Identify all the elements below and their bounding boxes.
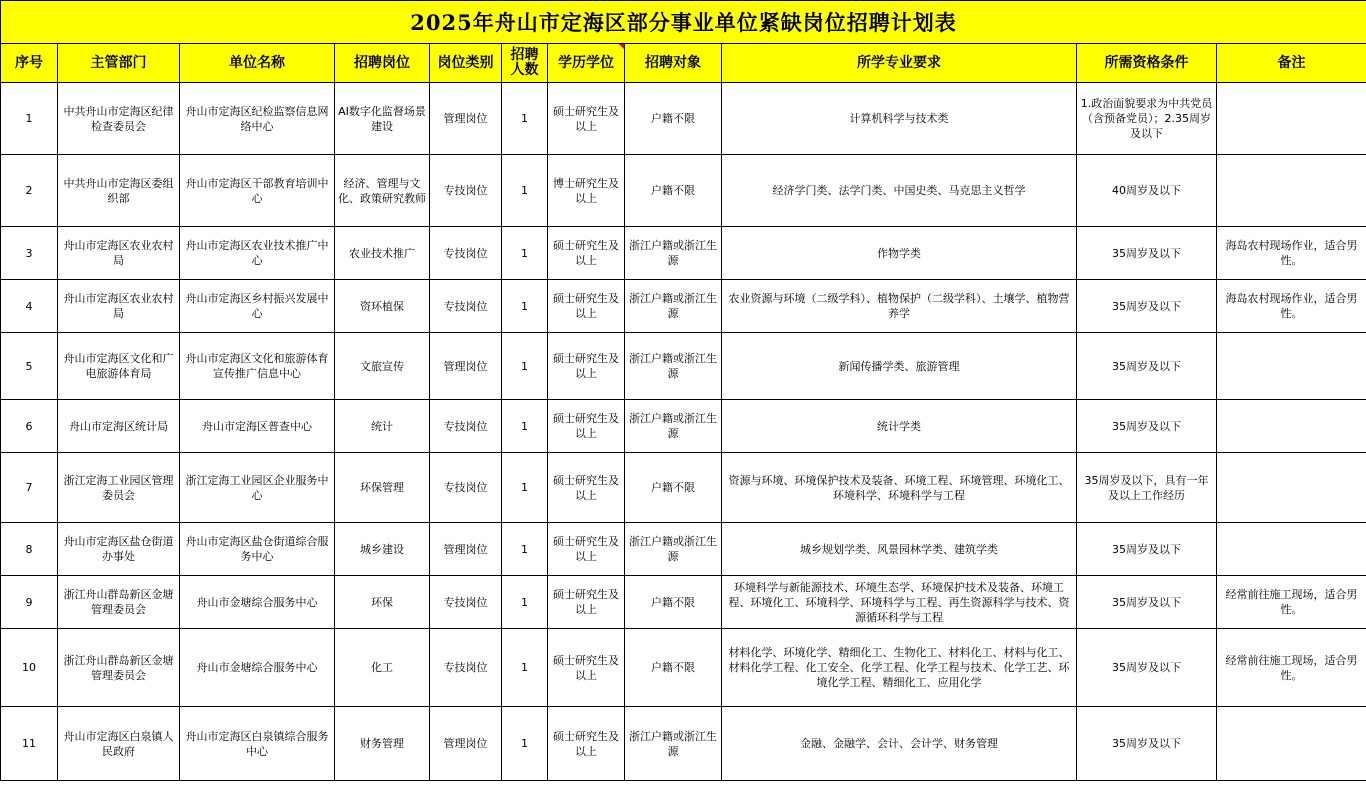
cell-qualification: 35周岁及以下 <box>1077 707 1217 781</box>
cell-qualification: 35周岁及以下 <box>1077 523 1217 576</box>
cell-major: 材料化学、环境化学、精细化工、生物化工、材料化工、材料与化工、材料化学工程、化工安全、化学工程、化学工程与技术、化学工艺、环境化学工程、精细化工、应用化学 <box>722 629 1077 707</box>
table-row <box>1 83 1366 155</box>
cell-dept: 舟山市定海区盐仓街道办事处 <box>58 523 180 576</box>
cell-category: 管理岗位 <box>430 523 502 576</box>
header-category: 岗位类别 <box>430 44 502 83</box>
cell-no: 4 <box>1 280 58 333</box>
table-row <box>1 453 1366 523</box>
cell-education: 硕士研究生及以上 <box>548 629 625 707</box>
cell-category: 专技岗位 <box>430 227 502 280</box>
cell-note <box>1217 83 1366 155</box>
cell-note: 经常前往施工现场，适合男性。 <box>1217 629 1366 707</box>
table-row <box>1 155 1366 227</box>
header-post: 招聘岗位 <box>335 44 430 83</box>
header-unit: 单位名称 <box>180 44 335 83</box>
cell-post: 文旅宣传 <box>335 333 430 400</box>
cell-qualification: 35周岁及以下 <box>1077 629 1217 707</box>
cell-no: 10 <box>1 629 58 707</box>
cell-no: 11 <box>1 707 58 781</box>
table-row <box>1 400 1366 453</box>
cell-post: 资环植保 <box>335 280 430 333</box>
cell-note: 经常前往施工现场，适合男性。 <box>1217 576 1366 629</box>
cell-qualification: 35周岁及以下，具有一年及以上工作经历 <box>1077 453 1217 523</box>
cell-qualification: 35周岁及以下 <box>1077 576 1217 629</box>
header-education: 学历学位 <box>548 44 625 83</box>
cell-note: 海岛农村现场作业，适合男性。 <box>1217 280 1366 333</box>
cell-post: 统计 <box>335 400 430 453</box>
cell-unit: 舟山市定海区白泉镇综合服务中心 <box>180 707 335 781</box>
cell-count: 1 <box>502 576 548 629</box>
cell-dept: 舟山市定海区农业农村局 <box>58 280 180 333</box>
cell-post: 环保 <box>335 576 430 629</box>
header-qualification: 所需资格条件 <box>1077 44 1217 83</box>
cell-major: 新闻传播学类、旅游管理 <box>722 333 1077 400</box>
cell-target: 户籍不限 <box>625 576 722 629</box>
cell-count: 1 <box>502 453 548 523</box>
cell-dept: 浙江定海工业园区管理委员会 <box>58 453 180 523</box>
cell-qualification: 40周岁及以下 <box>1077 155 1217 227</box>
cell-qualification: 1.政治面貌要求为中共党员（含预备党员）；2.35周岁及以下 <box>1077 83 1217 155</box>
cell-no: 1 <box>1 83 58 155</box>
cell-education: 硕士研究生及以上 <box>548 453 625 523</box>
cell-note <box>1217 400 1366 453</box>
cell-category: 管理岗位 <box>430 333 502 400</box>
cell-no: 9 <box>1 576 58 629</box>
cell-dept: 舟山市定海区白泉镇人民政府 <box>58 707 180 781</box>
cell-target: 户籍不限 <box>625 629 722 707</box>
cell-no: 8 <box>1 523 58 576</box>
cell-note: 海岛农村现场作业，适合男性。 <box>1217 227 1366 280</box>
cell-post: AI数字化监督场景建设 <box>335 83 430 155</box>
cell-category: 管理岗位 <box>430 83 502 155</box>
cell-post: 经济、管理与文化、政策研究教师 <box>335 155 430 227</box>
header-no: 序号 <box>1 44 58 83</box>
cell-dept: 中共舟山市定海区纪律检查委员会 <box>58 83 180 155</box>
cell-count: 1 <box>502 707 548 781</box>
table-row <box>1 629 1366 707</box>
cell-no: 7 <box>1 453 58 523</box>
cell-major: 统计学类 <box>722 400 1077 453</box>
cell-major: 城乡规划学类、风景园林学类、建筑学类 <box>722 523 1077 576</box>
cell-unit: 舟山市定海区普查中心 <box>180 400 335 453</box>
cell-target: 浙江户籍或浙江生源 <box>625 333 722 400</box>
cell-category: 专技岗位 <box>430 155 502 227</box>
cell-post: 城乡建设 <box>335 523 430 576</box>
cell-unit: 舟山市金塘综合服务中心 <box>180 576 335 629</box>
cell-category: 专技岗位 <box>430 576 502 629</box>
cell-major: 作物学类 <box>722 227 1077 280</box>
cell-education: 硕士研究生及以上 <box>548 576 625 629</box>
cell-qualification: 35周岁及以下 <box>1077 333 1217 400</box>
cell-qualification: 35周岁及以下 <box>1077 400 1217 453</box>
table-row <box>1 523 1366 576</box>
cell-education: 硕士研究生及以上 <box>548 523 625 576</box>
cell-category: 专技岗位 <box>430 629 502 707</box>
cell-dept: 舟山市定海区农业农村局 <box>58 227 180 280</box>
cell-note <box>1217 155 1366 227</box>
cell-unit: 舟山市定海区干部教育培训中心 <box>180 155 335 227</box>
cell-major: 计算机科学与技术类 <box>722 83 1077 155</box>
cell-major: 农业资源与环境（二级学科）、植物保护（二级学科）、土壤学、植物营养学 <box>722 280 1077 333</box>
table-row <box>1 576 1366 629</box>
cell-target: 户籍不限 <box>625 453 722 523</box>
cell-category: 专技岗位 <box>430 280 502 333</box>
table-row <box>1 227 1366 280</box>
cell-dept: 浙江舟山群岛新区金塘管理委员会 <box>58 576 180 629</box>
cell-education: 硕士研究生及以上 <box>548 280 625 333</box>
cell-count: 1 <box>502 155 548 227</box>
cell-qualification: 35周岁及以下 <box>1077 280 1217 333</box>
table-row <box>1 280 1366 333</box>
header-dept: 主管部门 <box>58 44 180 83</box>
cell-post: 环保管理 <box>335 453 430 523</box>
cell-target: 浙江户籍或浙江生源 <box>625 227 722 280</box>
cell-count: 1 <box>502 280 548 333</box>
cell-count: 1 <box>502 333 548 400</box>
cell-note <box>1217 453 1366 523</box>
cell-unit: 舟山市定海区农业技术推广中心 <box>180 227 335 280</box>
cell-no: 3 <box>1 227 58 280</box>
header-count: 招聘人数 <box>502 44 548 83</box>
cell-unit: 舟山市金塘综合服务中心 <box>180 629 335 707</box>
table-row <box>1 707 1366 781</box>
cell-major: 资源与环境、环境保护技术及装备、环境工程、环境管理、环境化工、环境科学、环境科学与工程 <box>722 453 1077 523</box>
cell-dept: 中共舟山市定海区委组织部 <box>58 155 180 227</box>
page-title: 2025年舟山市定海区部分事业单位紧缺岗位招聘计划表 <box>1 1 1366 44</box>
cell-target: 户籍不限 <box>625 155 722 227</box>
cell-target: 浙江户籍或浙江生源 <box>625 400 722 453</box>
cell-count: 1 <box>502 227 548 280</box>
cell-unit: 舟山市定海区乡村振兴发展中心 <box>180 280 335 333</box>
cell-education: 硕士研究生及以上 <box>548 83 625 155</box>
cell-dept: 舟山市定海区文化和广电旅游体育局 <box>58 333 180 400</box>
cell-unit: 舟山市定海区盐仓街道综合服务中心 <box>180 523 335 576</box>
cell-major: 环境科学与新能源技术、环境生态学、环境保护技术及装备、环境工程、环境化工、环境科学、环境科学与工程、再生资源科学与技术、资源循环科学与工程 <box>722 576 1077 629</box>
cell-major: 经济学门类、法学门类、中国史类、马克思主义哲学 <box>722 155 1077 227</box>
cell-unit: 舟山市定海区纪检监察信息网络中心 <box>180 83 335 155</box>
cell-note <box>1217 333 1366 400</box>
cell-post: 农业技术推广 <box>335 227 430 280</box>
cell-qualification: 35周岁及以下 <box>1077 227 1217 280</box>
cell-education: 硕士研究生及以上 <box>548 227 625 280</box>
cell-count: 1 <box>502 629 548 707</box>
table-row <box>1 333 1366 400</box>
cell-education: 博士研究生及以上 <box>548 155 625 227</box>
cell-major: 金融、金融学、会计、会计学、财务管理 <box>722 707 1077 781</box>
cell-category: 专技岗位 <box>430 453 502 523</box>
cell-education: 硕士研究生及以上 <box>548 333 625 400</box>
cell-count: 1 <box>502 523 548 576</box>
cell-target: 浙江户籍或浙江生源 <box>625 280 722 333</box>
cell-target: 户籍不限 <box>625 83 722 155</box>
cell-count: 1 <box>502 400 548 453</box>
cell-unit: 舟山市定海区文化和旅游体育宣传推广信息中心 <box>180 333 335 400</box>
cell-post: 化工 <box>335 629 430 707</box>
cell-category: 专技岗位 <box>430 400 502 453</box>
cell-note <box>1217 707 1366 781</box>
header-target: 招聘对象 <box>625 44 722 83</box>
cell-unit: 浙江定海工业园区企业服务中心 <box>180 453 335 523</box>
cell-no: 6 <box>1 400 58 453</box>
cell-education: 硕士研究生及以上 <box>548 707 625 781</box>
cell-count: 1 <box>502 83 548 155</box>
cell-target: 浙江户籍或浙江生源 <box>625 707 722 781</box>
cell-category: 管理岗位 <box>430 707 502 781</box>
cell-post: 财务管理 <box>335 707 430 781</box>
cell-dept: 浙江舟山群岛新区金塘管理委员会 <box>58 629 180 707</box>
cell-note <box>1217 523 1366 576</box>
header-note: 备注 <box>1217 44 1366 83</box>
header-major: 所学专业要求 <box>722 44 1077 83</box>
cell-no: 2 <box>1 155 58 227</box>
cell-no: 5 <box>1 333 58 400</box>
cell-target: 浙江户籍或浙江生源 <box>625 523 722 576</box>
cell-dept: 舟山市定海区统计局 <box>58 400 180 453</box>
cell-education: 硕士研究生及以上 <box>548 400 625 453</box>
